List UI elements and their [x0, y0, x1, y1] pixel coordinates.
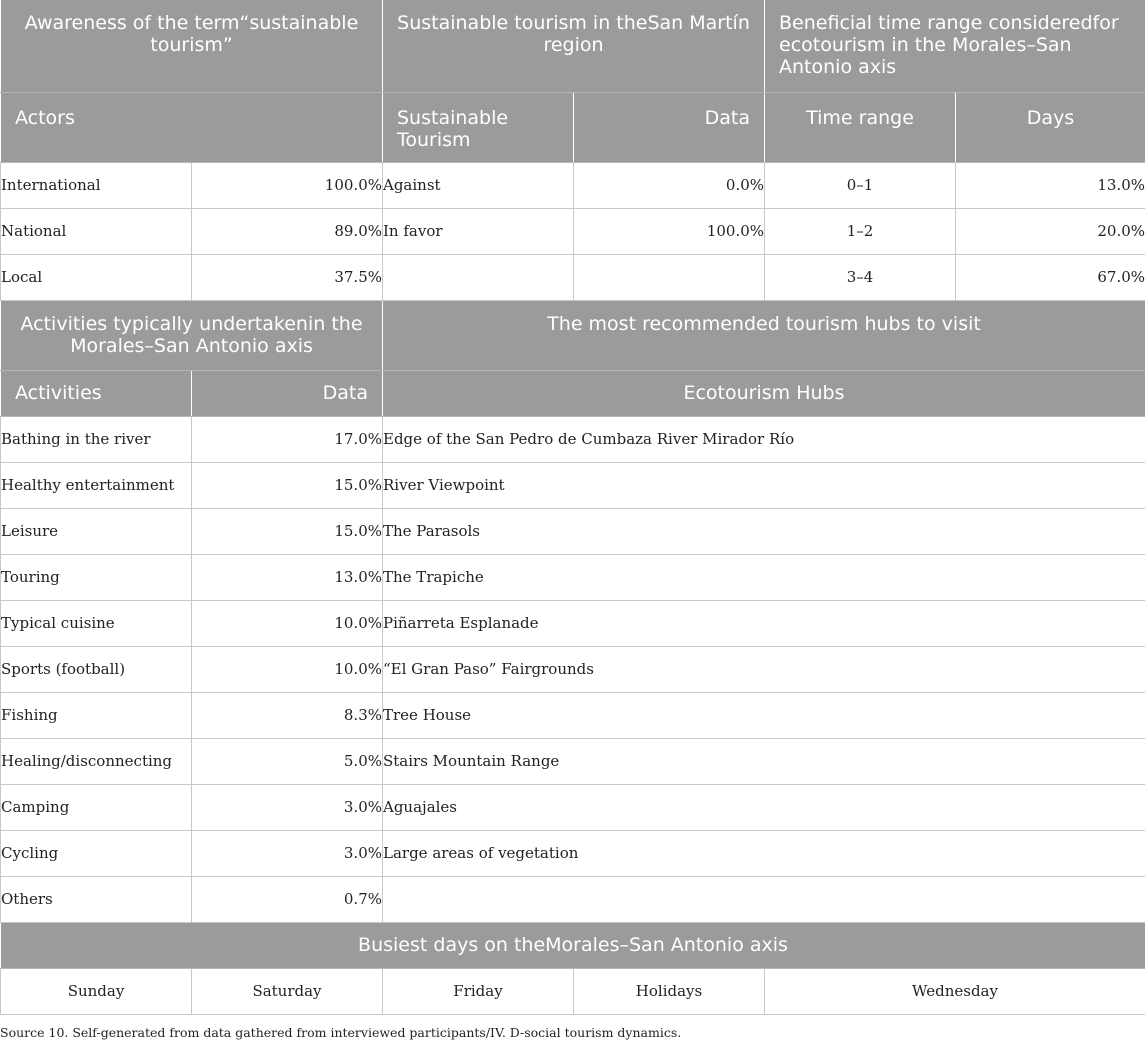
hub-name: “El Gran Paso” Fairgrounds [383, 646, 1145, 692]
activity-value: 5.0% [192, 738, 383, 784]
table-row [1, 600, 1145, 646]
time-range-value: 20.0% [956, 208, 1145, 254]
sustainable-title: Sustainable tourism in theSan Martín region [383, 0, 765, 92]
actor-label: Local [1, 254, 192, 300]
actor-label: International [1, 162, 192, 208]
busiest-day: Friday [383, 968, 574, 1014]
actor-value: 100.0% [192, 162, 383, 208]
activities-data-header: Data [192, 370, 383, 416]
hub-name: Piñarreta Esplanade [383, 600, 1145, 646]
activity-label: Leisure [1, 508, 192, 554]
time-range-header: Time range [765, 92, 956, 162]
time-range-label: 3–4 [765, 254, 956, 300]
activity-label: Healing/disconnecting [1, 738, 192, 784]
column-header-row [1, 370, 1145, 416]
days-header: Days [956, 92, 1145, 162]
time-range-value: 13.0% [956, 162, 1145, 208]
hub-name: River Viewpoint [383, 462, 1145, 508]
activity-value: 15.0% [192, 462, 383, 508]
time-range-label: 1–2 [765, 208, 956, 254]
table-row [1, 462, 1145, 508]
table-row [1, 208, 1145, 254]
hub-name: Stairs Mountain Range [383, 738, 1145, 784]
sustainable-label: In favor [383, 208, 574, 254]
table-row [1, 646, 1145, 692]
busiest-days-title: Busiest days on theMorales–San Antonio axis [1, 922, 1145, 968]
table-row [1, 554, 1145, 600]
time-range-label: 0–1 [765, 162, 956, 208]
activity-value: 17.0% [192, 416, 383, 462]
activity-value: 3.0% [192, 830, 383, 876]
source-note: Source 10. Self-generated from data gathered from interviewed participants/IV. D-social tourism dynamics. [0, 1025, 682, 1040]
busiest-day: Holidays [574, 968, 765, 1014]
actor-value: 37.5% [192, 254, 383, 300]
activity-value: 0.7% [192, 876, 383, 922]
table-row [1, 416, 1145, 462]
activity-label: Camping [1, 784, 192, 830]
hubs-title: The most recommended tourism hubs to visit [383, 300, 1145, 370]
table-row [1, 162, 1145, 208]
activity-label: Typical cuisine [1, 600, 192, 646]
table-row [1, 784, 1145, 830]
activity-label: Cycling [1, 830, 192, 876]
activity-value: 8.3% [192, 692, 383, 738]
empty-cell [383, 876, 1145, 922]
activity-value: 3.0% [192, 784, 383, 830]
activity-value: 15.0% [192, 508, 383, 554]
section-title-row [1, 922, 1145, 968]
sustainable-value: 0.0% [574, 162, 765, 208]
hub-name: The Parasols [383, 508, 1145, 554]
busiest-day: Wednesday [765, 968, 1145, 1014]
time-range-value: 67.0% [956, 254, 1145, 300]
activity-label: Sports (football) [1, 646, 192, 692]
activity-label: Healthy entertainment [1, 462, 192, 508]
table-row [1, 968, 1145, 1014]
hub-name: The Trapiche [383, 554, 1145, 600]
hub-name: Large areas of vegetation [383, 830, 1145, 876]
activity-value: 13.0% [192, 554, 383, 600]
column-header-row [1, 92, 1145, 162]
activity-label: Others [1, 876, 192, 922]
activity-value: 10.0% [192, 646, 383, 692]
table-row [1, 830, 1145, 876]
table-row [1, 508, 1145, 554]
activity-label: Fishing [1, 692, 192, 738]
table-row [1, 876, 1145, 922]
hub-name: Edge of the San Pedro de Cumbaza River Mirador Río [383, 416, 1145, 462]
activity-label: Touring [1, 554, 192, 600]
busiest-day: Sunday [1, 968, 192, 1014]
hubs-header: Ecotourism Hubs [383, 370, 1145, 416]
actors-header: Actors [1, 92, 383, 162]
hub-name: Tree House [383, 692, 1145, 738]
activities-header: Activities [1, 370, 192, 416]
activity-value: 10.0% [192, 600, 383, 646]
sustainable-value: 100.0% [574, 208, 765, 254]
sustainable-label: Against [383, 162, 574, 208]
actor-label: National [1, 208, 192, 254]
table-row [1, 692, 1145, 738]
section-title-row [1, 300, 1145, 370]
sustainable-data-header: Data [574, 92, 765, 162]
awareness-title: Awareness of the term“sustainable tourism” [1, 0, 383, 92]
empty-cell [574, 254, 765, 300]
sustainable-tourism-header: Sustainable Tourism [383, 92, 574, 162]
empty-cell [383, 254, 574, 300]
busiest-day: Saturday [192, 968, 383, 1014]
table-row [1, 254, 1145, 300]
table-row [1, 738, 1145, 784]
activities-title: Activities typically undertakenin the Morales–San Antonio axis [1, 300, 383, 370]
actor-value: 89.0% [192, 208, 383, 254]
hub-name: Aguajales [383, 784, 1145, 830]
timerange-title: Beneficial time range consideredfor ecotourism in the Morales–San Antonio axis [765, 0, 1145, 92]
section-title-row [1, 0, 1145, 92]
activity-label: Bathing in the river [1, 416, 192, 462]
